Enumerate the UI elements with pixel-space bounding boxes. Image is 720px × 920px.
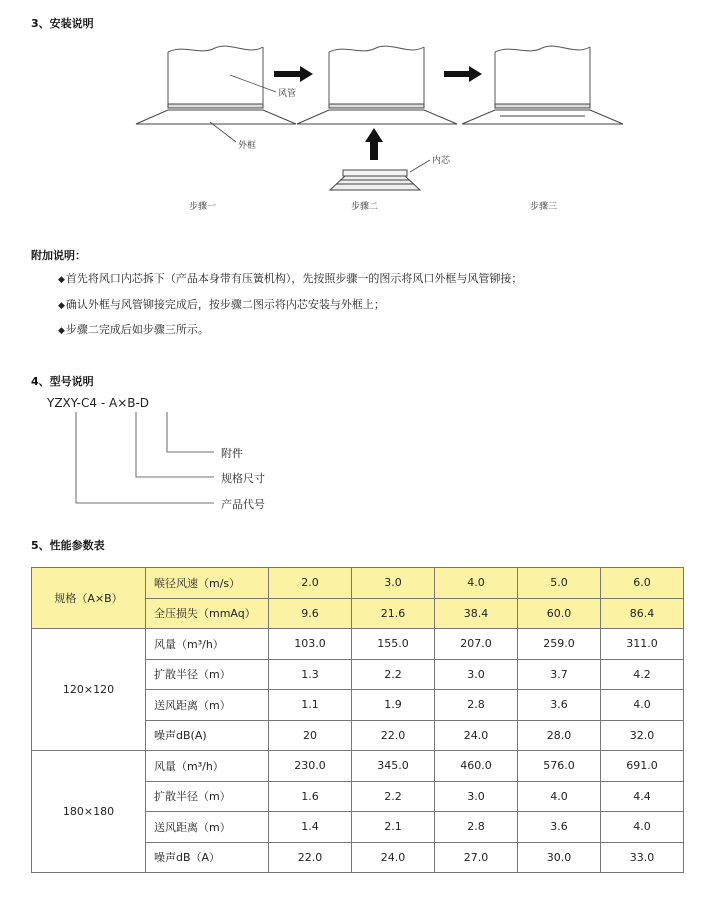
- table-cell: 4.4: [601, 781, 684, 812]
- table-cell: 3.0: [352, 568, 435, 599]
- table-cell: 22.0: [269, 842, 352, 873]
- table-cell: 311.0: [601, 629, 684, 660]
- table-cell: 259.0: [518, 629, 601, 660]
- group-size-cell: 180×180: [32, 751, 146, 873]
- step2-caption: 步骤二: [351, 202, 379, 212]
- table-cell: 103.0: [269, 629, 352, 660]
- step2-inner-core: [330, 170, 420, 190]
- table-cell: 3.6: [518, 812, 601, 843]
- table-cell: 21.6: [352, 598, 435, 629]
- row-label: 噪声dB(A): [146, 720, 269, 751]
- table-cell: 24.0: [352, 842, 435, 873]
- table-cell: 20: [269, 720, 352, 751]
- row-label: 扩散半径（m）: [146, 659, 269, 690]
- model-code: YZXY-C4 - A×B-D: [47, 396, 150, 410]
- table-cell: 1.6: [269, 781, 352, 812]
- table-cell: 3.6: [518, 690, 601, 721]
- note-item-2: [58, 296, 385, 312]
- table-cell: 38.4: [435, 598, 518, 629]
- table-cell: 2.8: [435, 690, 518, 721]
- model-label-accessory: 附件: [221, 447, 243, 460]
- table-cell: 4.0: [601, 690, 684, 721]
- table-cell: 460.0: [435, 751, 518, 782]
- table-cell: 3.0: [435, 781, 518, 812]
- table-cell: 1.3: [269, 659, 352, 690]
- note-item-3: [58, 321, 209, 337]
- table-cell: 1.1: [269, 690, 352, 721]
- table-cell: 6.0: [601, 568, 684, 599]
- table-cell: 3.7: [518, 659, 601, 690]
- label-inner-core: 内芯: [432, 156, 451, 166]
- table-cell: 30.0: [518, 842, 601, 873]
- performance-table: [31, 567, 684, 873]
- section-performance-title: 5、性能参数表: [31, 539, 105, 552]
- table-cell: 24.0: [435, 720, 518, 751]
- table-row: [32, 568, 684, 599]
- note-text: 确认外框与风管铆接完成后，按步骤二图示将内芯安装与外框上；: [65, 298, 385, 311]
- model-label-product-code: 产品代号: [221, 498, 265, 511]
- table-cell: 60.0: [518, 598, 601, 629]
- note-item-1: [58, 270, 522, 286]
- table-cell: 4.0: [518, 781, 601, 812]
- bullet-diamond-icon: ◆: [58, 301, 65, 311]
- note-text: 步骤二完成后如步骤三所示。: [65, 323, 209, 336]
- arrow-step2-to-3-icon: [444, 66, 482, 82]
- table-cell: 230.0: [269, 751, 352, 782]
- table-cell: 3.0: [435, 659, 518, 690]
- table-cell: 2.2: [352, 659, 435, 690]
- row-label: 风量（m³/h）: [146, 629, 269, 660]
- arrow-up-icon: [365, 128, 383, 160]
- installation-diagram: [0, 0, 720, 230]
- section-model-title: 4、型号说明: [31, 375, 94, 388]
- model-label-size: 规格尺寸: [221, 472, 265, 485]
- row-label: 风量（m³/h）: [146, 751, 269, 782]
- section-install-title: 3、安装说明: [31, 17, 94, 30]
- table-cell: 2.0: [269, 568, 352, 599]
- table-cell: 691.0: [601, 751, 684, 782]
- step1-duct: [168, 46, 263, 105]
- table-cell: 576.0: [518, 751, 601, 782]
- table-cell: 32.0: [601, 720, 684, 751]
- table-cell: 4.2: [601, 659, 684, 690]
- table-cell: 28.0: [518, 720, 601, 751]
- table-cell: 33.0: [601, 842, 684, 873]
- note-text: 首先将风口内芯拆下（产品本身带有压簧机构），先按照步骤一的图示将风口外框与风管铆接；: [65, 272, 523, 285]
- table-cell: 2.8: [435, 812, 518, 843]
- table-cell: 27.0: [435, 842, 518, 873]
- row-label: 扩散半径（m）: [146, 781, 269, 812]
- table-cell: 2.2: [352, 781, 435, 812]
- step1-outer-frame: [136, 104, 296, 124]
- step2-duct: [329, 46, 424, 105]
- step3-duct: [495, 46, 590, 105]
- table-cell: 207.0: [435, 629, 518, 660]
- table-cell: 1.9: [352, 690, 435, 721]
- table-cell: 9.6: [269, 598, 352, 629]
- spec-header: 规格（A×B）: [32, 568, 146, 629]
- table-row: [32, 629, 684, 660]
- notes-title: 附加说明：: [31, 249, 86, 262]
- table-row: [32, 751, 684, 782]
- label-outer-frame: 外框: [238, 141, 257, 151]
- bullet-diamond-icon: ◆: [58, 275, 65, 285]
- group-size-cell: 120×120: [32, 629, 146, 751]
- pressure-loss-header: 全压损失（mmAq）: [146, 598, 269, 629]
- row-label: 送风距离（m）: [146, 812, 269, 843]
- table-cell: 4.0: [435, 568, 518, 599]
- step1-caption: 步骤一: [189, 202, 217, 212]
- table-cell: 345.0: [352, 751, 435, 782]
- step3-caption: 步骤三: [530, 202, 558, 212]
- table-cell: 1.4: [269, 812, 352, 843]
- label-duct: 风管: [278, 89, 297, 99]
- row-label: 噪声dB（A）: [146, 842, 269, 873]
- step3-assembled-frame: [462, 104, 623, 124]
- table-cell: 5.0: [518, 568, 601, 599]
- bullet-diamond-icon: ◆: [58, 326, 65, 336]
- arrow-step1-to-2-icon: [274, 66, 313, 82]
- table-cell: 2.1: [352, 812, 435, 843]
- table-cell: 22.0: [352, 720, 435, 751]
- row-label: 送风距离（m）: [146, 690, 269, 721]
- throat-velocity-header: 喉径风速（m/s）: [146, 568, 269, 599]
- table-cell: 86.4: [601, 598, 684, 629]
- table-cell: 155.0: [352, 629, 435, 660]
- step2-outer-frame: [297, 104, 457, 124]
- table-cell: 4.0: [601, 812, 684, 843]
